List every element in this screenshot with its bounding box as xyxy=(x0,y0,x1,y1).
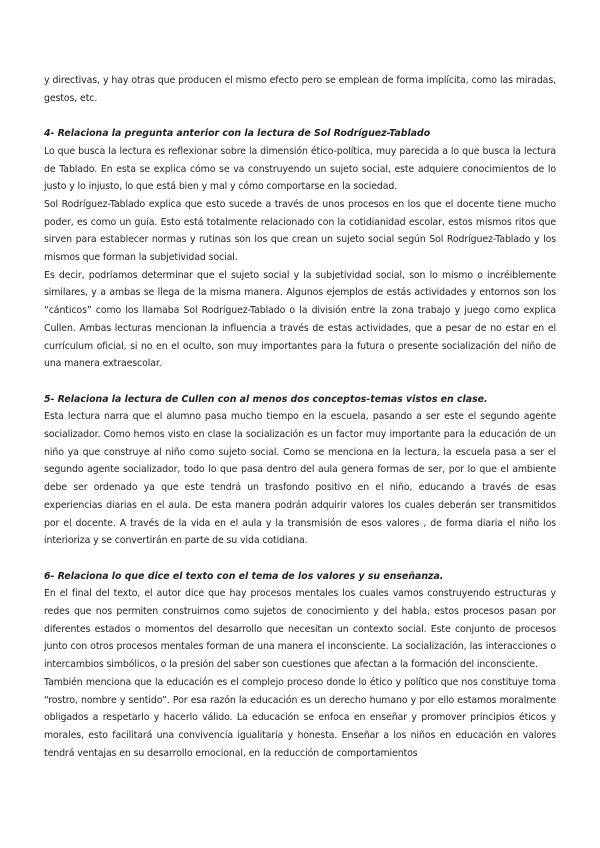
spacer xyxy=(44,107,556,125)
section-paragraph: En el final del texto, el autor dice que hay procesos mentales los cuales vamos construyendo estructuras y redes que nos permiten construirnos como sujetos de conocimiento y del habla, estos procesos pasan por diferentes estados o momentos del desarrollo que necesitan un contexto social. Este conjunto de procesos junto con otros procesos mentales forman de una manera el inconsciente. La socialización, las interacciones o intercambios simbólicos, o la presión del saber son cuestiones que afectan a la formación del inconsciente. xyxy=(44,588,556,671)
section-heading: 5- Relaciona la lectura de Cullen con al menos dos conceptos-temas vistos en clase. xyxy=(44,393,488,405)
intro-paragraph: y directivas, y hay otras que producen el mismo efecto pero se emplean de forma implícita, como las miradas, gestos, etc. xyxy=(44,75,556,104)
spacer xyxy=(44,373,556,391)
section-heading: 6- Relaciona lo que dice el texto con el tema de los valores y su enseñanza. xyxy=(44,570,444,582)
section-paragraph: También menciona que la educación es el complejo proceso donde lo ético y político que nos constituye toma “rostro, nombre y sentido”. Por esa razón la educación es un derecho humano y por ello estamos moralmente obligados a respetarlo y hacerlo válido. La educación se enfoca en enseñar y promover principios éticos y morales, esto facilitará una convivencia igualitaria y honesta. Enseñar a los niños en educación en valores tendrá ventajas en su desarrollo emocional, en la reducción de comportamientos xyxy=(44,676,556,759)
section-4 xyxy=(44,125,556,373)
section-5 xyxy=(44,391,556,550)
section-6 xyxy=(44,568,556,763)
section-paragraph: Lo que busca la lectura es reflexionar sobre la dimensión ético-política, muy parecida a lo que busca la lectura de Tablado. En esta se explica cómo se va construyendo un sujeto social, este adquiere conocimientos de lo justo y lo injusto, lo que está bien y mal y cómo comportarse en la sociedad. xyxy=(44,145,556,193)
section-paragraph: Sol Rodríguez-Tablado explica que esto sucede a través de unos procesos en los que el docente tiene mucho poder, es como un guía. Esto está totalmente relacionado con la cotidianidad escolar, estos mismos ritos que sirven para establecer normas y rutinas son los que crean un sujeto social según Sol Rodríguez-Tablado y los mismos que forman la subjetividad social. xyxy=(44,198,556,264)
section-paragraph: Esta lectura narra que el alumno pasa mucho tiempo en la escuela, pasando a ser este el segundo agente socializador. Como hemos visto en clase la socialización es un factor muy importante para la educación de un niño ya que construye al niño como sujeto social. Como se menciona en la lectura, la escuela pasa a ser el segundo agente socializador, todo lo que pasa dentro del aula genera formas de ser, por lo que el ambiente debe ser ordenado ya que este tendrá un trasfondo positivo en el niño, educando a través de esas experiencias diarias en el aula. De esta manera podrán adquirir valores los cuales deberán ser transmitidos por el docente. A través de la vida en el aula y la transmisión de esos valores , de forma diaria el niño los interioriza y se convertirán en parte de su vida cotidiana. xyxy=(44,411,556,547)
section-heading: 4- Relaciona la pregunta anterior con la lectura de Sol Rodríguez-Tablado xyxy=(44,128,431,140)
spacer xyxy=(44,550,556,568)
section-paragraph: Es decir, podríamos determinar que el sujeto social y la subjetividad social, son lo mismo o incréiblemente similares, y a ambas se llega de la misma manera. Algunos ejemplos de estás actividades y entornos son los “cánticos” como los llamaba Sol Rodríguez-Tablado o la división entre la zona trabajo y juego como explica Cullen. Ambas lecturas mencionan la influencia a través de estas actividades, que a pesar de no estar en el currículum oficial, si no en el oculto, son muy importantes para la futura o presente socialización del niño de una manera extraescolar. xyxy=(44,269,556,370)
